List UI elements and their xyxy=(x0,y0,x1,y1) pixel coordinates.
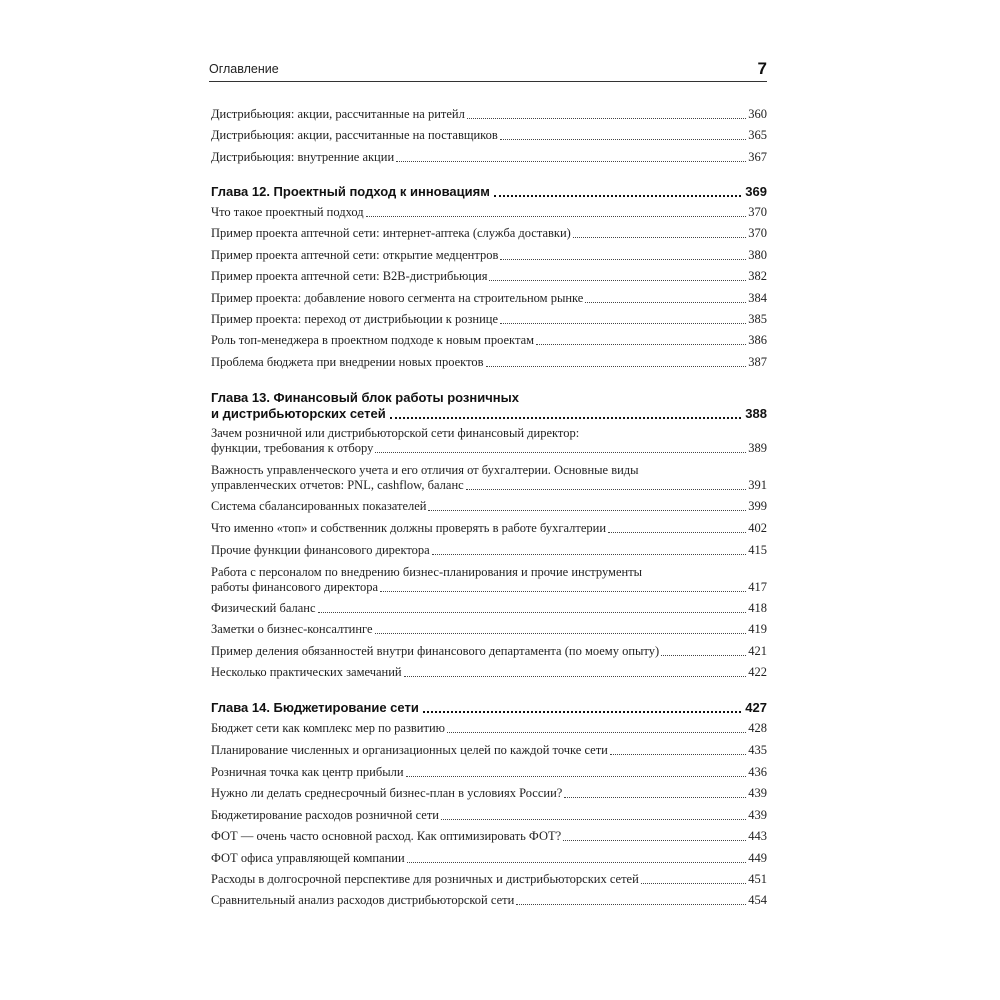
dot-leader xyxy=(407,862,747,863)
toc-entry-page: 360 xyxy=(748,107,767,121)
toc-entry-title: Что такое проектный подход xyxy=(211,205,364,219)
toc-entry[interactable] xyxy=(211,499,767,514)
toc-entry-title: Пример проекта: переход от дистрибьюции к рознице xyxy=(211,312,499,326)
dot-leader xyxy=(447,732,746,733)
toc-entry-page: 436 xyxy=(748,765,767,779)
toc-entry[interactable] xyxy=(211,721,767,736)
toc-entry-title-line2: работы финансового директора xyxy=(211,580,379,594)
dot-leader xyxy=(489,280,746,281)
chapter-title-line1: Глава 13. Финансовый блок работы розничных xyxy=(211,390,519,405)
toc-entry-title: Заметки о бизнес-консалтинге xyxy=(211,622,373,636)
toc-entry-page: 370 xyxy=(748,205,767,219)
toc-entry-title-line2: функции, требования к отбору xyxy=(211,441,374,455)
toc-entry-page: 389 xyxy=(748,441,767,455)
toc-entry[interactable] xyxy=(211,205,767,220)
dot-leader xyxy=(390,417,742,419)
chapter-page: 427 xyxy=(745,700,767,715)
toc-entry-page: 382 xyxy=(748,269,767,283)
toc-entry-title: Пример проекта аптечной сети: B2B-дистрибьюция xyxy=(211,269,488,283)
toc-entry-title-line1: Работа с персоналом по внедрению бизнес-планирования и прочие инструменты xyxy=(211,565,643,579)
chapter-14-heading[interactable] xyxy=(211,700,767,716)
toc-entry-title: Несколько практических замечаний xyxy=(211,665,402,679)
toc-entry-page: 422 xyxy=(748,665,767,679)
dot-leader xyxy=(564,797,746,798)
toc-entry[interactable] xyxy=(211,150,767,165)
dot-leader xyxy=(610,754,746,755)
chapter-title: Глава 12. Проектный подход к инновациям xyxy=(211,184,490,199)
toc-entry[interactable] xyxy=(211,786,767,801)
toc-entry-title: Пример проекта: добавление нового сегмента на строительном рынке xyxy=(211,291,584,305)
toc-entry[interactable] xyxy=(211,665,767,680)
toc-entry[interactable] xyxy=(211,601,767,616)
toc-entry[interactable] xyxy=(211,226,767,241)
toc-entry-title: Пример проекта аптечной сети: интернет-аптека (служба доставки) xyxy=(211,226,571,240)
dot-leader xyxy=(500,323,746,324)
toc-entry-page: 399 xyxy=(748,499,767,513)
toc-entry-page: 384 xyxy=(748,291,767,305)
toc-entry-page: 386 xyxy=(748,333,767,347)
chapter-page: 388 xyxy=(745,406,767,421)
toc-entry-page: 387 xyxy=(748,355,767,369)
toc-entry-page: 454 xyxy=(748,893,767,907)
toc-entry-page: 415 xyxy=(748,543,767,557)
toc-entry-page: 365 xyxy=(748,128,767,142)
toc-entry-title-line1: Зачем розничной или дистрибьюторской сети финансовый директор: xyxy=(211,426,580,440)
dot-leader xyxy=(467,118,746,119)
toc-entry-title: Дистрибьюция: акции, рассчитанные на ритейл xyxy=(211,107,465,121)
toc-entry-title: Розничная точка как центр прибыли xyxy=(211,765,404,779)
toc-entry[interactable] xyxy=(211,107,767,122)
dot-leader xyxy=(318,612,747,613)
toc-entry[interactable] xyxy=(211,128,767,143)
running-header xyxy=(209,59,767,78)
dot-leader xyxy=(441,819,746,820)
toc-entry[interactable] xyxy=(211,622,767,637)
toc-entry-title: Сравнительный анализ расходов дистрибьюторской сети xyxy=(211,893,515,907)
toc-entry-page: 367 xyxy=(748,150,767,164)
dot-leader xyxy=(404,676,747,677)
dot-leader xyxy=(428,510,746,511)
dot-leader xyxy=(423,711,741,713)
toc-entry[interactable] xyxy=(211,312,767,327)
toc-entry-page: 428 xyxy=(748,721,767,735)
toc-entry[interactable] xyxy=(211,644,767,659)
dot-leader xyxy=(466,489,747,490)
toc-entry-title: Роль топ-менеджера в проектном подходе к новым проектам xyxy=(211,333,535,347)
chapter-12-heading[interactable] xyxy=(211,184,767,200)
chapter-title-line2: и дистрибьюторских сетей xyxy=(211,406,386,421)
toc-entry[interactable] xyxy=(211,521,767,536)
toc-entry-title: Планирование численных и организационных целей по каждой точке сети xyxy=(211,743,608,757)
toc-entry-page: 439 xyxy=(748,808,767,822)
toc-entry[interactable] xyxy=(211,872,767,887)
dot-leader xyxy=(375,633,747,634)
toc-entry-title: Система сбалансированных показателей xyxy=(211,499,427,513)
toc-entry[interactable] xyxy=(211,808,767,823)
toc-entry[interactable] xyxy=(211,543,767,558)
dot-leader xyxy=(661,655,746,656)
toc-entry-page: 419 xyxy=(748,622,767,636)
toc-entry[interactable] xyxy=(211,893,767,908)
toc-entry-page: 418 xyxy=(748,601,767,615)
dot-leader xyxy=(380,591,746,592)
toc-entry-page: 380 xyxy=(748,248,767,262)
toc-entry-title: Пример деления обязанностей внутри финансового департамента (по моему опыту) xyxy=(211,644,660,658)
toc-entry[interactable] xyxy=(211,829,767,844)
dot-leader xyxy=(516,904,746,905)
dot-leader xyxy=(375,452,746,453)
toc-entry[interactable] xyxy=(211,269,767,284)
toc-entry[interactable] xyxy=(211,765,767,780)
toc-entry-page: 385 xyxy=(748,312,767,326)
dot-leader xyxy=(536,344,746,345)
toc-entry-title: ФОТ — очень часто основной расход. Как оптимизировать ФОТ? xyxy=(211,829,562,843)
chapter-13-heading[interactable] xyxy=(211,390,767,422)
chapter-page: 369 xyxy=(745,184,767,199)
toc-entry-title: Дистрибьюция: акции, рассчитанные на поставщиков xyxy=(211,128,498,142)
toc-entry-title: Расходы в долгосрочной перспективе для розничных и дистрибьюторских сетей xyxy=(211,872,639,886)
toc-entry-title: Что именно «топ» и собственник должны проверять в работе бухгалтерии xyxy=(211,521,607,535)
toc-entry-title: Физический баланс xyxy=(211,601,316,615)
toc-entry[interactable] xyxy=(211,248,767,263)
chapter-title: Глава 14. Бюджетирование сети xyxy=(211,700,419,715)
toc-entry-title: Бюджет сети как комплекс мер по развитию xyxy=(211,721,445,735)
toc-entry-page: 421 xyxy=(748,644,767,658)
toc-entry-page: 443 xyxy=(748,829,767,843)
dot-leader xyxy=(494,195,741,197)
toc-entry-page: 402 xyxy=(748,521,767,535)
toc-entry[interactable] xyxy=(211,333,767,348)
dot-leader xyxy=(585,302,746,303)
toc-entry-title: Нужно ли делать среднесрочный бизнес-план в условиях России? xyxy=(211,786,563,800)
toc-entry[interactable] xyxy=(211,851,767,866)
toc-entry-title: Пример проекта аптечной сети: открытие медцентров xyxy=(211,248,499,262)
running-header-title: Оглавление xyxy=(209,62,279,76)
toc-entry-title: Проблема бюджета при внедрении новых проектов xyxy=(211,355,484,369)
dot-leader xyxy=(486,366,747,367)
toc-entry[interactable] xyxy=(211,743,767,758)
dot-leader xyxy=(563,840,746,841)
dot-leader xyxy=(608,532,746,533)
toc-entry[interactable] xyxy=(211,426,767,456)
dot-leader xyxy=(500,259,746,260)
dot-leader xyxy=(406,776,747,777)
toc-entry-title-line2: управленческих отчетов: PNL, cashflow, баланс xyxy=(211,478,464,492)
toc-entry[interactable] xyxy=(211,565,767,595)
dot-leader xyxy=(366,216,747,217)
toc-entry-title: Дистрибьюция: внутренние акции xyxy=(211,150,395,164)
dot-leader xyxy=(396,161,746,162)
toc-entry-page: 439 xyxy=(748,786,767,800)
toc-entry-title: Бюджетирование расходов розничной сети xyxy=(211,808,439,822)
toc-entry-title: Прочие функции финансового директора xyxy=(211,543,430,557)
toc-entry[interactable] xyxy=(211,291,767,306)
toc-entry-page: 451 xyxy=(748,872,767,886)
toc-entry-page: 435 xyxy=(748,743,767,757)
dot-leader xyxy=(641,883,746,884)
toc-entry-page: 449 xyxy=(748,851,767,865)
running-header-page-number: 7 xyxy=(757,59,767,78)
toc-entry[interactable] xyxy=(211,355,767,370)
dot-leader xyxy=(432,554,747,555)
header-rule xyxy=(209,81,767,82)
toc-entry-page: 417 xyxy=(748,580,767,594)
toc-entry-page: 391 xyxy=(748,478,767,492)
dot-leader xyxy=(573,237,746,238)
toc-entry-title: ФОТ офиса управляющей компании xyxy=(211,851,405,865)
toc-entry[interactable] xyxy=(211,463,767,493)
toc-entry-page: 370 xyxy=(748,226,767,240)
dot-leader xyxy=(500,139,747,140)
toc-entry-title-line1: Важность управленческого учета и его отличия от бухгалтерии. Основные виды xyxy=(211,463,639,477)
